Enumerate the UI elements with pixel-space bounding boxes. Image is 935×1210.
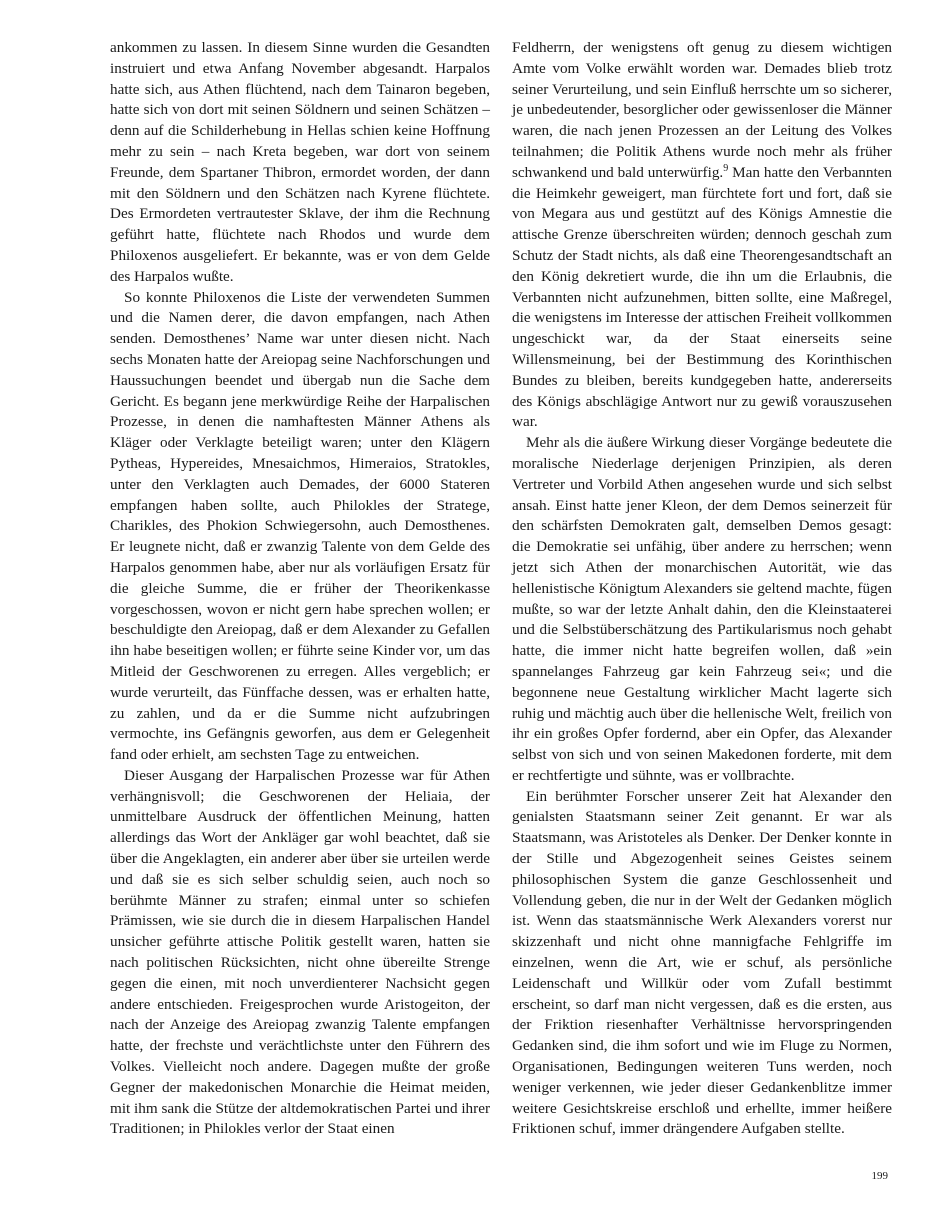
paragraph: Mehr als die äußere Wirkung dieser Vorgänge bedeutete die moralische Niederlage derjenigen Prinzipien, als deren Vertreter und Vorbild Athen angesehen wurde und sich selbst ansah. Einst hatte jener Kleon, der dem Demos seinerzeit für den schärfsten Demokraten galt, demselben Demos gesagt: die Demokratie sei unfähig, über andere zu herrschen; wenn jetzt sich Athen der monarchischen Autorität, wie das hellenistische Königtum Alexanders sie geltend machte, fügen mußte, so war der letzte Anhalt dahin, den die Kleinstaaterei und die Selbstüberschätzung des Partikularismus noch gehabt hatte, die immer nicht hatte begreifen wollen, daß »ein spannelanges Fahrzeug gar kein Fahrzeug sei«; und die begonnene neue Gestaltung wirklicher Macht lagerte sich ruhig und mächtig auch über die hellenische Welt, freilich von ihr ein großes Opfer fordernd, aber ein Opfer, das Alexander selbst von sich und von seinen Makedonen forderte, mit dem er rechtfertigte und sühnte, was er vollbrachte. — [512, 434, 892, 784]
right-column — [512, 38, 892, 1140]
left-column — [110, 38, 490, 1140]
paragraph — [512, 38, 892, 433]
paragraph: So konnte Philoxenos die Liste der verwendeten Summen und die Namen derer, die davon empfangen, nach Athen senden. Demosthenes’ Name war unter diesen nicht. Nach sechs Monaten hatte der Areiopag seine Nachforschungen und Haussuchungen beendet und übergab nun die Sache dem Gericht. Es begann jene merkwürdige Reihe der Harpalischen Prozesse, in denen die namhaftesten Männer Athens als Kläger oder Verklagte beteiligt waren; unter den Klägern Pytheas, Hypereides, Mnesaichmos, Himeraios, Stratokles, unter den Verklagten auch Demades, der 6000 Stateren empfangen haben sollte, auch Philokles der Stratege, Charikles, des Phokion Schwiegersohn, auch Demosthenes. Er leugnete nicht, daß er zwanzig Talente von dem Gelde des Harpalos genommen habe, aber nur als vorläufigen Ersatz für die gleiche Summe, die er früher der Theorikenkasse vorgeschossen, wovon er nicht gern habe sprechen wollen; er beschuldigte den Areiopag, daß er dem Alexander zu Gefallen ihn habe beseitigen wollen; er führte seine Kinder vor, um das Mitleid der Geschworenen zu erregen. Alles vergeblich; er wurde verurteilt, das Fünffache dessen, was er erhalten hatte, zu zahlen, und da er die Summe nicht aufzubringen vermochte, ins Gefängnis geworfen, aus dem er Gelegenheit fand oder erhielt, am sechsten Tage zu entweichen. — [110, 288, 490, 764]
paragraph: ankommen zu lassen. In diesem Sinne wurden die Gesandten instruiert und etwa Anfang November abgesandt. Harpalos hatte sich, aus Athen flüchtend, nach dem Tainaron begeben, hatte sich von dort mit seinen Söldnern und seinen Schätzen – denn auf die Schilderhebung in Hellas schien keine Hoffnung mehr zu sein – nach Kreta begeben, war dort von seinem Freunde, dem Spartaner Thibron, ermordet worden, der dann mit den Söldnern und den Schätzen nach Kyrene flüchtete. Des Ermordeten vertrautester Sklave, der ihm die Rechnung geführt hatte, flüchtete nach Rhodos und wurde dem Philoxenos ausgeliefert. Er bekannte, was er von dem Gelde des Harpalos wußte. — [110, 39, 490, 285]
footnote-marker[interactable]: 9 — [723, 162, 729, 174]
paragraph-text: Feldherrn, der wenigstens oft genug zu diesem wichtigen Amte vom Volke erwählt worden war. Demades blieb trotz seiner Verurteilung, und sein Einfluß herrschte um so sicherer, je unbedeutender, besorglicher oder gewissenloser die Männer waren, die nach jenen Prozessen an der Leitung des Volkes teilnahmen; die Politik Athens wurde noch mehr als früher schwankend und bald unterwürfig. — [512, 39, 892, 181]
page-number: 199 — [871, 1170, 888, 1182]
paragraph: Dieser Ausgang der Harpalischen Prozesse war für Athen verhängnisvoll; die Geschworenen der Heliaia, der unmittelbare Ausdruck der öffentlichen Meinung, hatten allerdings das Wort der Ankläger gar wohl beachtet, daß sie über die Angeklagten, ein anderer aber über sie urteilen werde und daß sie es sich selber schuldig seien, auch noch so berühmte Männer zu strafen; einmal unter so schiefen Prämissen, wie sie durch die in diesem Harpalischen Handel unsicher geführte attische Politik gestellt waren, hatten sie nach politischen Rücksichten, nicht ohne übereilte Strenge gegen die einen, mit noch unverdienterer Nachsicht gegen andere entschieden. Freigesprochen wurde Aristogeiton, der nach der Anzeige des Areiopag zwanzig Talente empfangen hatte, der frechste und verächtlichste unter den Führern des Volkes. Vielleicht noch andere. Dagegen mußte der große Gegner der makedonischen Monarchie die Heimat meiden, mit ihm sank die Stütze der altdemokratischen Partei und ihrer Traditionen; in Philokles verlor der Staat einen — [110, 766, 491, 1138]
book-page — [110, 38, 893, 1182]
paragraph: Ein berühmter Forscher unserer Zeit hat Alexander den genialsten Staatsmann seiner Zeit genannt. Er war als Staatsmann, was Aristoteles als Denker. Der Denker konnte in der Stille und Abgezogenheit seines Geistes seinem philosophischen System die ganze Geschlossenheit und Vollendung geben, die nur in der Welt der Gedanken möglich ist. Wenn das staatsmännische Werk Alexanders vorerst nur skizzenhaft und nicht ohne mannigfache Fehlgriffe im einzelnen, wenn die Art, wie er schuf, als persönliche Leidenschaft und Willkür oder vom Zufall bestimmt erscheint, so darf man nicht vergessen, daß es die ersten, aus der Friktion riesenhafter Verhältnisse hervorspringenden Gedanken sind, die ihm sofort und wie im Fluge zu Normen, Organisationen, Bedingungen weiteren Tuns werden, noch weniger verkennen, wie jeder dieser Gedankenblitze immer weitere Gesichtskreise erschloß und erhellte, immer heißere Friktionen schuf, immer drängendere Aufgaben stellte. — [512, 787, 892, 1138]
text-columns — [110, 38, 892, 1140]
paragraph-text: Man hatte den Verbannten die Heimkehr geweigert, man fürchtete fort und fort, daß sie von Megara aus und gestützt auf des Königs Amnestie die attische Grenze überschreiten würden; dennoch geschah zum Schutz der Stadt nichts, als daß eine Theorengesandtschaft an den König dekretiert wurde, die ihn um die Erlaubnis, die Verbannten nicht aufzunehmen, bitten sollte, eine Maßregel, die wenigstens im Interesse der attischen Freiheit vollkommen ungeschickt war, da der Staat einerseits seine Willensmeinung, bei der Bestimmung des Korinthischen Bundes zu bleiben, bereits kundgegeben hatte, andererseits des Königs abschlägige Antwort nur zu gewiß vorauszusehen war. — [512, 163, 893, 431]
